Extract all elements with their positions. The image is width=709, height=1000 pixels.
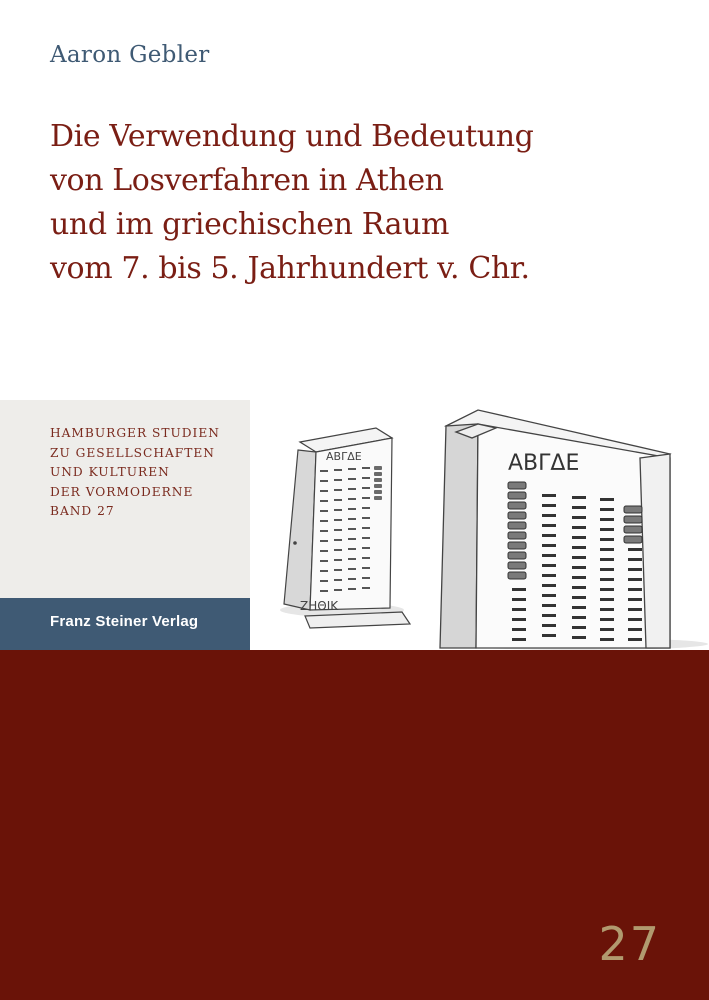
series-line: DER VORMODERNE: [50, 484, 194, 499]
publisher-name: Franz Steiner Verlag: [50, 613, 199, 630]
title-line: und im griechischen Raum: [50, 207, 450, 242]
title-line: von Losverfahren in Athen: [50, 163, 444, 198]
series-line: HAMBURGER STUDIEN: [50, 426, 220, 440]
book-title: [50, 115, 690, 291]
kleroterion-illustration: [250, 398, 709, 650]
large-top-letters: ΑΒΓΔΕ: [508, 451, 580, 476]
series-line: ZU GESELLSCHAFTEN: [50, 445, 215, 460]
volume-number: 27: [598, 917, 661, 971]
author-name: Aaron Gebler: [50, 42, 210, 68]
series-line: BAND 27: [50, 504, 115, 518]
title-line: Die Verwendung und Bedeutung: [50, 119, 534, 154]
series-text: [50, 424, 220, 522]
small-top-letters: ΑΒΓΔΕ: [326, 450, 362, 463]
series-line: UND KULTUREN: [50, 465, 170, 479]
small-bottom-letters: ΖΗΘΙΚ: [300, 599, 339, 613]
title-line: vom 7. bis 5. Jahrhundert v. Chr.: [50, 251, 530, 286]
